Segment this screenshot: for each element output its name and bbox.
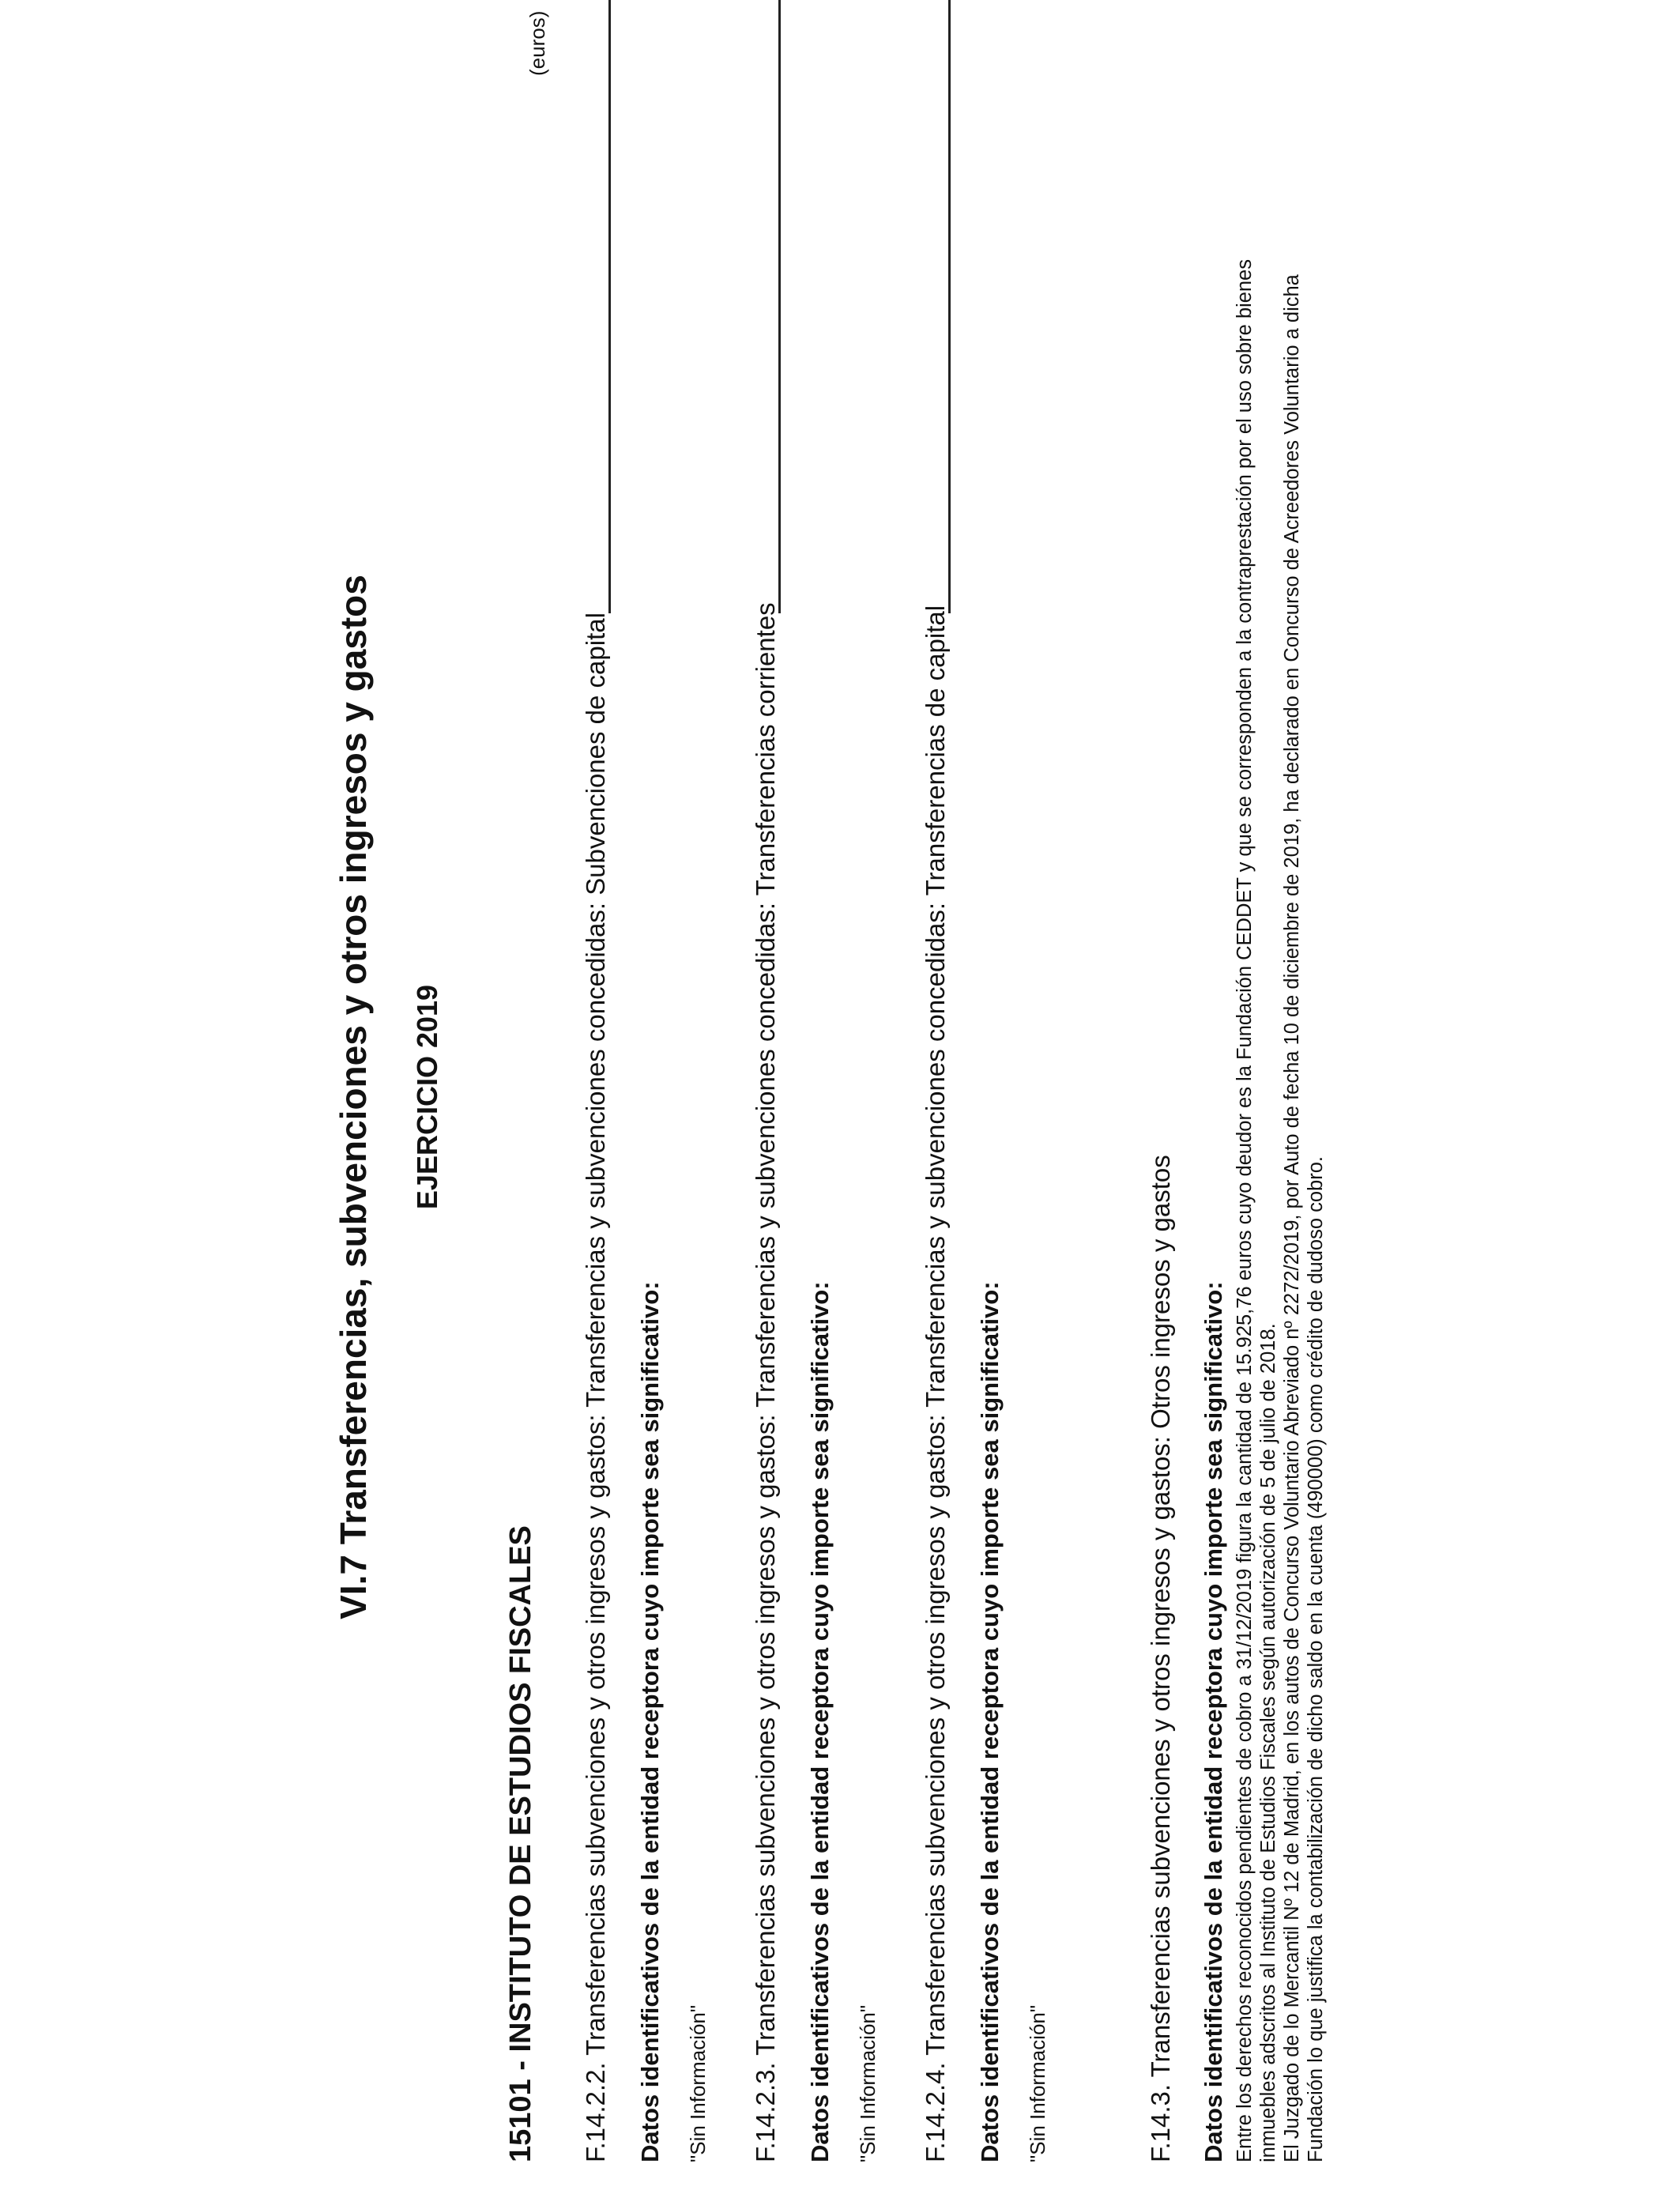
currency-units: (euros) bbox=[525, 10, 549, 76]
explanatory-note bbox=[1233, 44, 1328, 2162]
section-subheading-14-2-2: Datos identificativos de la entidad receptora cuyo importe sea significativo: bbox=[636, 1281, 664, 2162]
section-subheading-14-2-4: Datos identificativos de la entidad receptora cuyo importe sea significativo: bbox=[976, 1281, 1004, 2162]
note-line: inmuebles adscritos al Instituto de Estudios Fiscales según autorización de 5 de julio de 2018. bbox=[1257, 1323, 1279, 2162]
section-divider bbox=[608, 0, 611, 613]
section-divider bbox=[948, 0, 951, 613]
section-value-14-2-3: "Sin Información" bbox=[856, 2004, 880, 2162]
section-subheading-14-2-3: Datos identificativos de la entidad receptora cuyo importe sea significativo: bbox=[806, 1281, 834, 2162]
document-title: VI.7 Transferencias, subvenciones y otros ingresos y gastos bbox=[333, 575, 374, 1619]
section-subheading-14-3: Datos identificativos de la entidad receptora cuyo importe sea significativo: bbox=[1200, 1281, 1227, 2162]
note-line: El Juzgado de lo Mercantil Nº 12 de Madrid, en los autos de Concurso Voluntario Abreviado nº 2272/2019, por Auto de fecha 10 de diciembre de 2019, ha declarado en Concurso de Acreedores Voluntario a dicha bbox=[1281, 274, 1303, 2162]
section-heading-14-2-2: F.14.2.2. Transferencias subvenciones y otros ingresos y gastos: Transferencias y subvenciones concedidas: Subvenciones de capital bbox=[581, 613, 610, 2162]
section-heading-14-2-3: F.14.2.3. Transferencias subvenciones y otros ingresos y gastos: Transferencias y subvenciones concedidas: Transferencias corrientes bbox=[751, 602, 780, 2162]
organization-title: 15101 - INSTITUTO DE ESTUDIOS FISCALES bbox=[504, 1525, 537, 2162]
section-value-14-2-2: "Sin Información" bbox=[686, 2004, 710, 2162]
note-line: Entre los derechos reconocidos pendientes de cobro a 31/12/2019 figura la cantidad de 15.925,76 euros cuyo deudor es la Fundación CEDDET y que se corresponden a la contraprestación por el uso sobre bienes bbox=[1234, 259, 1256, 2162]
section-heading-14-2-4: F.14.2.4. Transferencias subvenciones y otros ingresos y gastos: Transferencias y subvenciones concedidas: Transferencias de capital bbox=[921, 605, 950, 2162]
section-value-14-2-4: "Sin Información" bbox=[1026, 2004, 1049, 2162]
section-divider bbox=[778, 0, 781, 613]
section-heading-14-3: F.14.3. Transferencias subvenciones y otros ingresos y gastos: Otros ingresos y gastos bbox=[1146, 1155, 1175, 2162]
exercise-year: EJERCICIO 2019 bbox=[411, 984, 443, 1210]
note-line: Fundación lo que justifica la contabilización de dicho saldo en la cuenta (490000) como crédito de dudoso cobro. bbox=[1305, 1156, 1327, 2162]
